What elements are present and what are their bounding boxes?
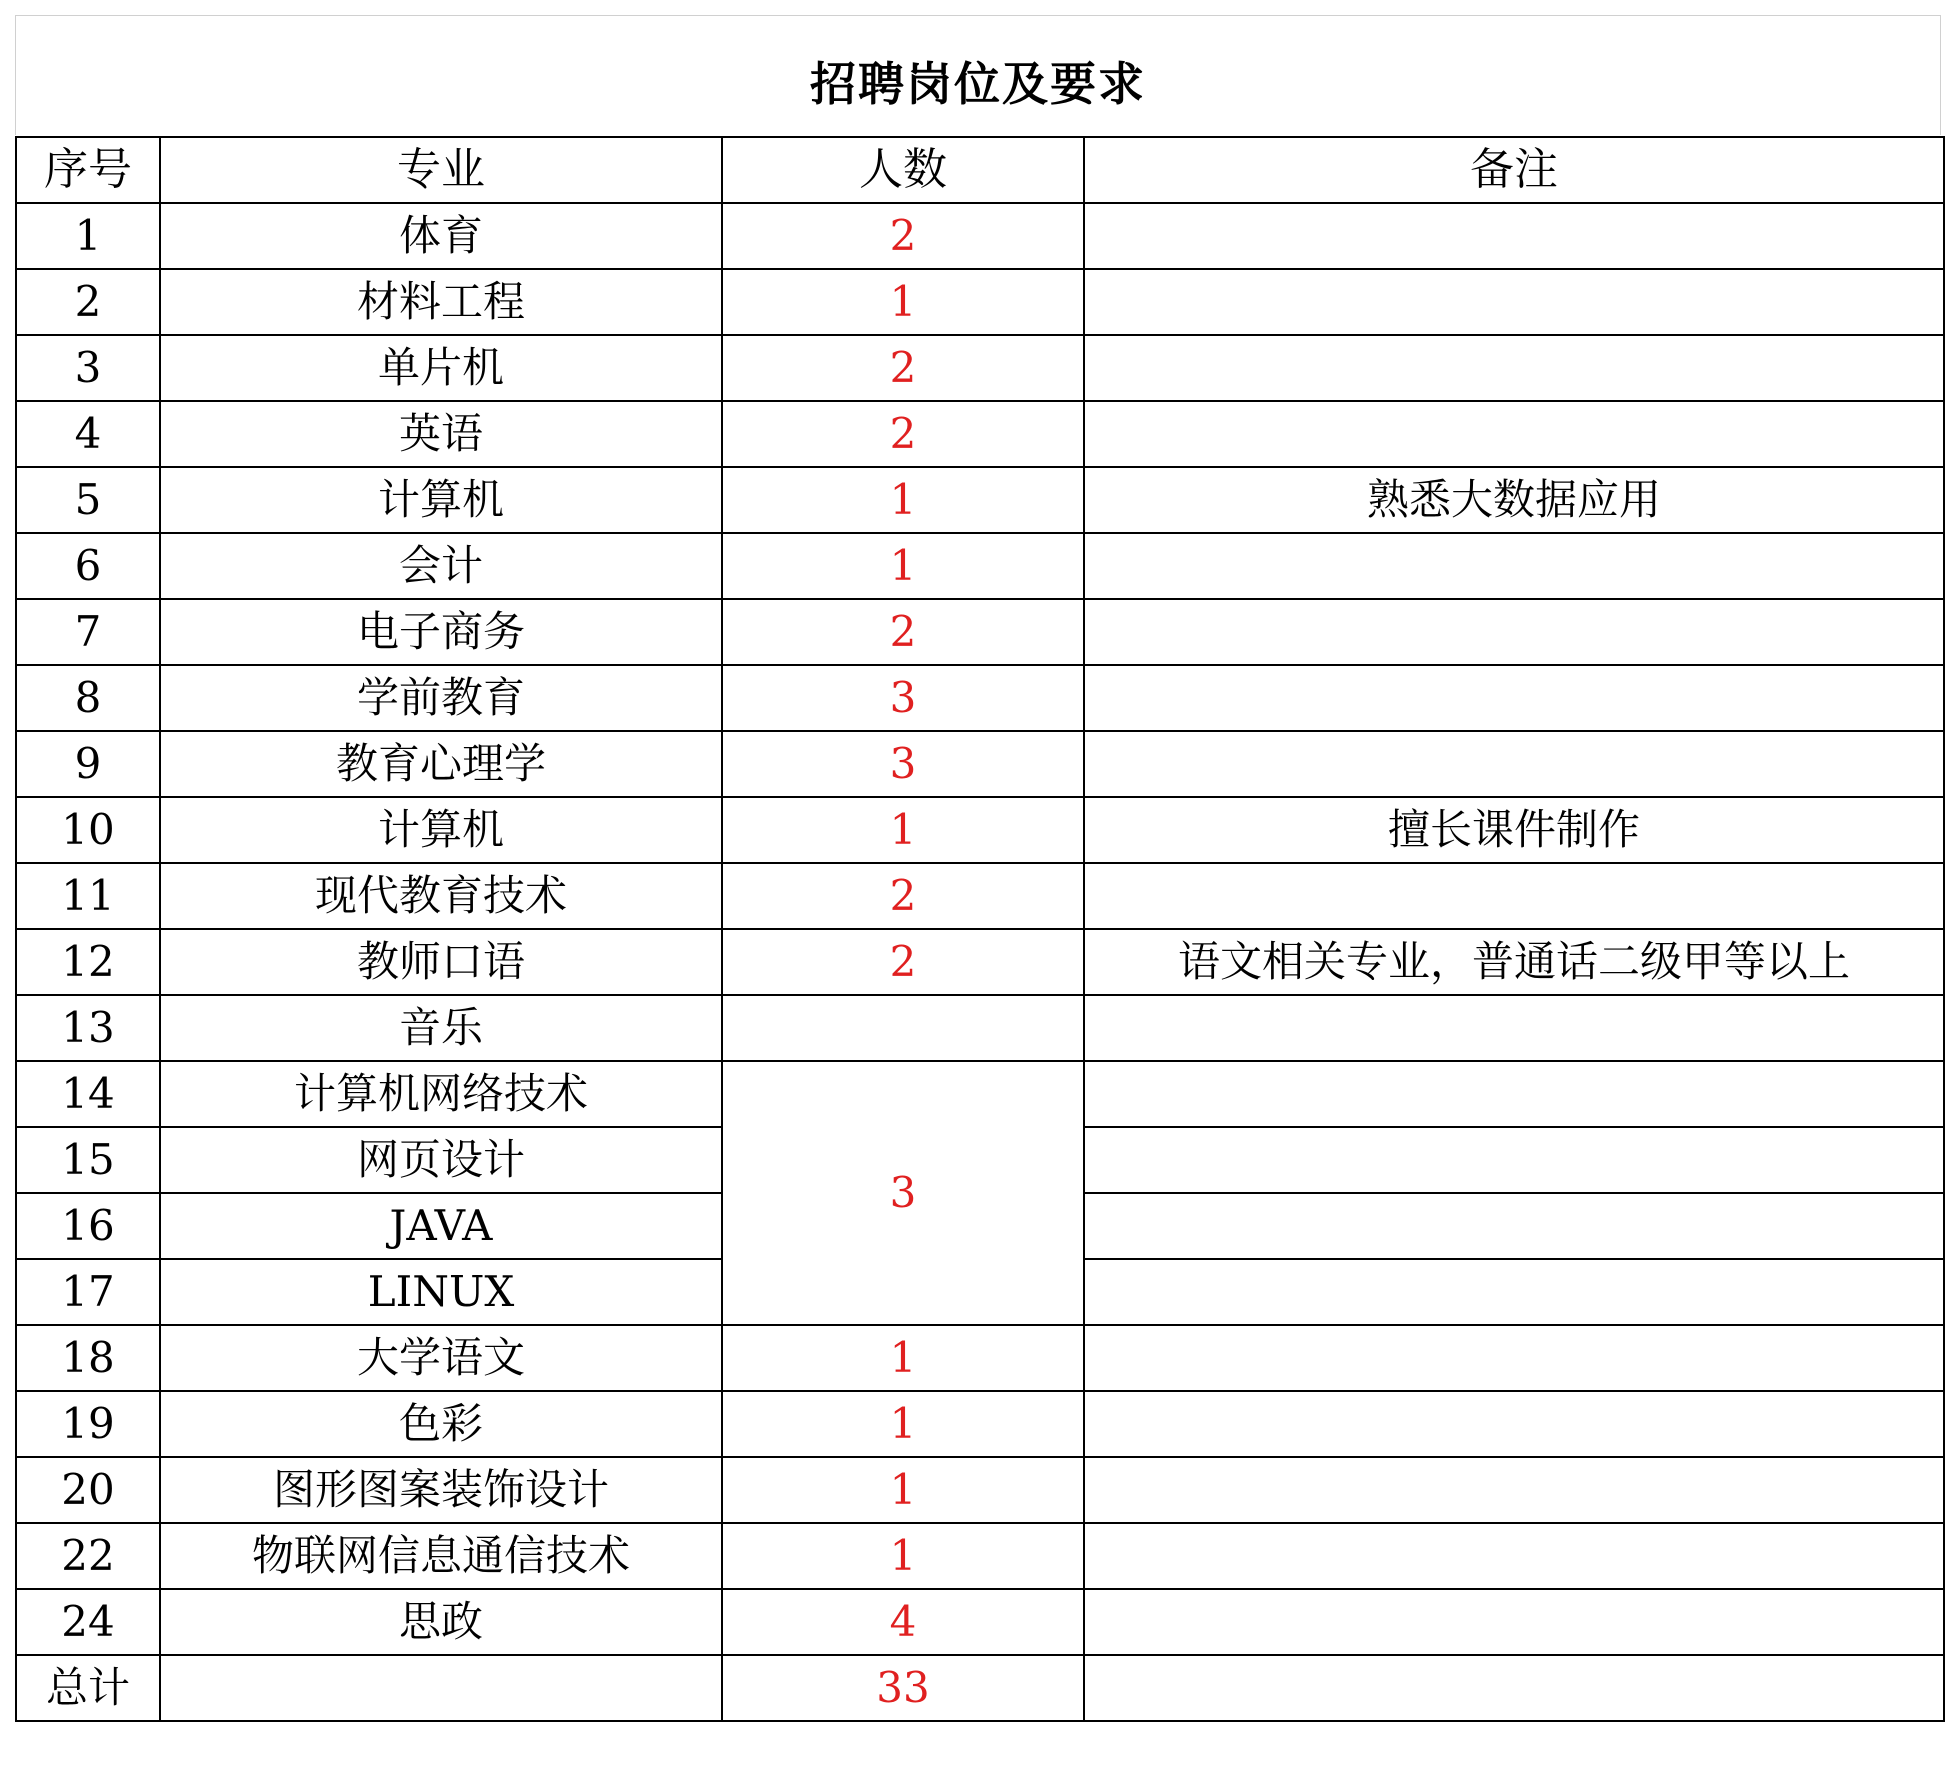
row-no[interactable]: 10 (16, 797, 160, 863)
row-no[interactable]: 20 (16, 1457, 160, 1523)
row-note[interactable] (1084, 203, 1944, 269)
row-major[interactable]: 思政 (160, 1589, 722, 1655)
row-major[interactable]: 学前教育 (160, 665, 722, 731)
row-note[interactable] (1084, 731, 1944, 797)
row-count[interactable]: 1 (722, 797, 1084, 863)
row-note[interactable] (1084, 995, 1944, 1061)
row-count[interactable]: 2 (722, 203, 1084, 269)
row-count[interactable]: 1 (722, 467, 1084, 533)
row-count[interactable]: 2 (722, 401, 1084, 467)
row-note[interactable] (1084, 1589, 1944, 1655)
row-count[interactable]: 1 (722, 533, 1084, 599)
row-major[interactable]: 会计 (160, 533, 722, 599)
row-no[interactable]: 11 (16, 863, 160, 929)
row-no[interactable]: 14 (16, 1061, 160, 1127)
table-row (16, 797, 1944, 863)
row-major[interactable]: 网页设计 (160, 1127, 722, 1193)
row-count[interactable]: 3 (722, 665, 1084, 731)
row-note[interactable] (1084, 1391, 1944, 1457)
row-note[interactable] (1084, 335, 1944, 401)
header-note[interactable]: 备注 (1084, 137, 1944, 203)
table-row (16, 335, 1944, 401)
row-count[interactable]: 1 (722, 1523, 1084, 1589)
header-major[interactable]: 专业 (160, 137, 722, 203)
row-major[interactable]: 计算机网络技术 (160, 1061, 722, 1127)
row-no[interactable]: 7 (16, 599, 160, 665)
table-row (16, 1391, 1944, 1457)
total-note[interactable] (1084, 1655, 1944, 1721)
row-no[interactable]: 13 (16, 995, 160, 1061)
row-note[interactable] (1084, 1523, 1944, 1589)
table-row (16, 401, 1944, 467)
row-major[interactable]: 大学语文 (160, 1325, 722, 1391)
row-no[interactable]: 9 (16, 731, 160, 797)
row-major[interactable]: 现代教育技术 (160, 863, 722, 929)
table-row (16, 995, 1944, 1061)
row-major[interactable]: 物联网信息通信技术 (160, 1523, 722, 1589)
row-no[interactable]: 15 (16, 1127, 160, 1193)
row-note[interactable]: 熟悉大数据应用 (1084, 467, 1944, 533)
table-row (16, 863, 1944, 929)
row-no[interactable]: 3 (16, 335, 160, 401)
row-major[interactable]: 计算机 (160, 797, 722, 863)
row-major[interactable]: 计算机 (160, 467, 722, 533)
table-row (16, 665, 1944, 731)
row-note[interactable] (1084, 1061, 1944, 1127)
total-major[interactable] (160, 1655, 722, 1721)
row-note[interactable] (1084, 599, 1944, 665)
row-no[interactable]: 19 (16, 1391, 160, 1457)
row-count[interactable]: 1 (722, 1325, 1084, 1391)
row-major[interactable]: 音乐 (160, 995, 722, 1061)
row-note[interactable] (1084, 533, 1944, 599)
total-count[interactable]: 33 (722, 1655, 1084, 1721)
table-row (16, 1589, 1944, 1655)
table-row (16, 467, 1944, 533)
title-cell[interactable] (15, 15, 1941, 135)
row-count[interactable] (722, 995, 1084, 1061)
row-major[interactable]: LINUX (160, 1259, 722, 1325)
table-row (16, 1325, 1944, 1391)
spreadsheet (15, 15, 1943, 1775)
row-note[interactable] (1084, 1193, 1944, 1259)
header-no[interactable]: 序号 (16, 137, 160, 203)
total-label[interactable]: 总计 (16, 1655, 160, 1721)
row-note[interactable] (1084, 863, 1944, 929)
row-note[interactable]: 擅长课件制作 (1084, 797, 1944, 863)
row-no[interactable]: 18 (16, 1325, 160, 1391)
row-note[interactable] (1084, 1127, 1944, 1193)
table-row (16, 1523, 1944, 1589)
table-row (16, 599, 1944, 665)
row-no[interactable]: 1 (16, 203, 160, 269)
row-note[interactable] (1084, 1457, 1944, 1523)
header-row (16, 137, 1944, 203)
header-count[interactable]: 人数 (722, 137, 1084, 203)
table-row (16, 203, 1944, 269)
row-major[interactable]: 色彩 (160, 1391, 722, 1457)
row-no[interactable]: 8 (16, 665, 160, 731)
row-no[interactable]: 12 (16, 929, 160, 995)
row-note[interactable]: 语文相关专业，普通话二级甲等以上 (1084, 929, 1944, 995)
row-note[interactable] (1084, 665, 1944, 731)
table-row (16, 929, 1944, 995)
row-major[interactable]: 教师口语 (160, 929, 722, 995)
row-major[interactable]: 体育 (160, 203, 722, 269)
row-count[interactable]: 3 (722, 731, 1084, 797)
table-row (16, 1061, 1944, 1127)
row-no[interactable]: 6 (16, 533, 160, 599)
table-row (16, 533, 1944, 599)
row-count[interactable]: 2 (722, 929, 1084, 995)
row-note[interactable] (1084, 1259, 1944, 1325)
row-major[interactable]: 电子商务 (160, 599, 722, 665)
merged-count-cell[interactable]: 3 (722, 1061, 1084, 1325)
row-no[interactable]: 5 (16, 467, 160, 533)
recruitment-table (15, 136, 1945, 1722)
row-no[interactable]: 24 (16, 1589, 160, 1655)
row-no[interactable]: 4 (16, 401, 160, 467)
row-count[interactable]: 4 (722, 1589, 1084, 1655)
row-major[interactable]: 教育心理学 (160, 731, 722, 797)
row-count[interactable]: 2 (722, 335, 1084, 401)
table-row (16, 269, 1944, 335)
row-no[interactable]: 17 (16, 1259, 160, 1325)
row-note[interactable] (1084, 401, 1944, 467)
table-row (16, 731, 1944, 797)
row-note[interactable] (1084, 1325, 1944, 1391)
row-count[interactable]: 1 (722, 269, 1084, 335)
table-row (16, 1457, 1944, 1523)
row-major[interactable]: 单片机 (160, 335, 722, 401)
row-no[interactable]: 2 (16, 269, 160, 335)
row-count[interactable]: 1 (722, 1391, 1084, 1457)
row-no[interactable]: 22 (16, 1523, 160, 1589)
table-title: 招聘岗位及要求 (810, 56, 1146, 111)
row-note[interactable] (1084, 269, 1944, 335)
row-major[interactable]: 英语 (160, 401, 722, 467)
total-row (16, 1655, 1944, 1721)
row-no[interactable]: 16 (16, 1193, 160, 1259)
row-count[interactable]: 2 (722, 599, 1084, 665)
row-count[interactable]: 2 (722, 863, 1084, 929)
row-major[interactable]: 图形图案装饰设计 (160, 1457, 722, 1523)
row-major[interactable]: 材料工程 (160, 269, 722, 335)
row-count[interactable]: 1 (722, 1457, 1084, 1523)
row-major[interactable]: JAVA (160, 1193, 722, 1259)
